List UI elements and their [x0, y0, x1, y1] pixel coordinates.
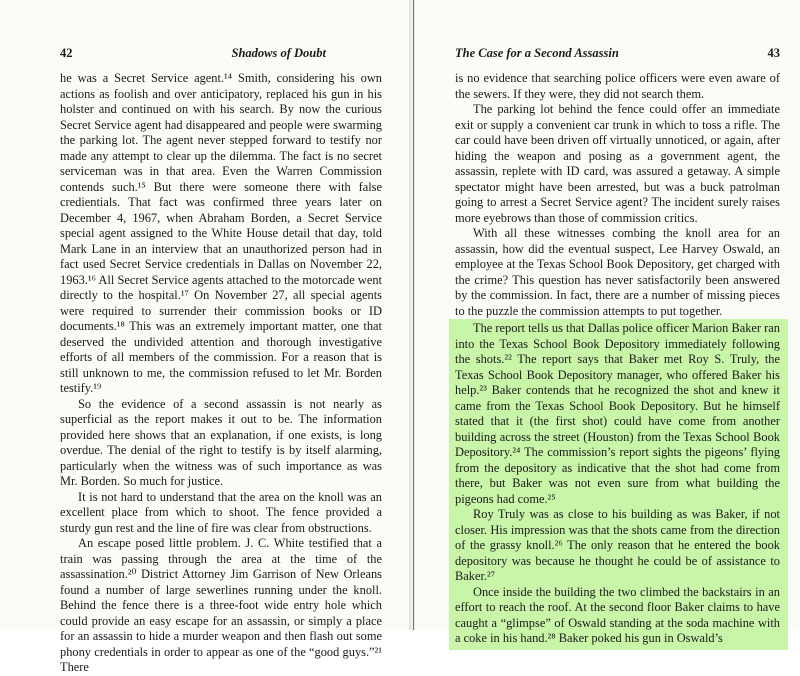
right-page — [455, 46, 780, 650]
right-paragraph-2: The parking lot behind the fence could offer an immediate exit or supply a convenient car trunk in which to toss a rifle. The car could have been driven off virtually unnoticed, or again, after hiding the weapon and posing as a government agent, the assassin, replete with ID card, was assured a getaway. A simple spectator might have been arrested, but was a buck patrolman going to arrest a Secret Service agent? The incident surely raises more eyebrows than those of commission critics. — [455, 102, 780, 225]
left-paragraph-3: It is not hard to understand that the area on the knoll was an excellent place from which to shoot. The fence provided a sturdy gun rest and the line of fire was clear from obstructions. — [60, 489, 382, 535]
right-running-head — [455, 46, 780, 62]
left-page — [60, 46, 382, 676]
right-page-number: 43 — [767, 46, 780, 60]
right-running-title: The Case for a Second Assassin — [455, 46, 619, 60]
right-paragraph-3: With all these witnesses combing the knoll area for an assassin, how did the eventual suspect, Lee Harvey Oswald, an employee at the Texas School Book Depository, get charged with the crime? This question has never satisfactorily been answered by the commission. In fact, there are a number of missing pieces to the puzzle the commission attempts to put together. — [455, 226, 780, 318]
page-fold-line — [413, 0, 414, 630]
highlighted-paragraph-1: The report tells us that Dallas police officer Marion Baker ran into the Texas School Book Depository immediately following the shots.²² The report says that Baker met Roy S. Truly, the Texas School Book Depository manager, who offered Baker his help.²³ Baker contends that he recognized the shot and knew it came from the Texas School Book Depository. But he himself stated that it (the first shot) could have come from another building across the street (Houston) from the Texas School Book Depository.²⁴ The commission’s report sights the pigeons’ flying from the depository as indicative that the shot had come from there, but Baker was not even sure from what building the pigeons had come.²⁵ — [455, 321, 780, 506]
right-paragraph-1: is no evidence that searching police officers were even aware of the sewers. If they were, they did not search them. — [455, 71, 780, 101]
highlighted-paragraph-3: Once inside the building the two climbed the backstairs in an effort to reach the roof. At the second floor Baker claims to have caught a “glimpse” of Oswald standing at the soda machine with a coke in his hand.²⁸ Baker poked his gun in Oswald’s — [455, 584, 780, 645]
left-paragraph-4: An escape posed little problem. J. C. White testified that a train was passing through the area at the time of the assassination.²⁰ District Attorney Jim Garrison of New Orleans found a number of large sewerlines running under the knoll. Behind the fence there is a three-foot wide entry hole which could provide an easy escape for an assassin, or simply a place for an assassin to hide a murder weapon and then flash out some phony credentials in order to appear as one of the “good guys.”²¹ There — [60, 536, 382, 674]
left-running-head — [60, 46, 382, 62]
left-page-number: 42 — [60, 46, 73, 60]
left-paragraph-1: he was a Secret Service agent.¹⁴ Smith, considering his own actions as foolish and over anticipatory, replaced his gun in his holster and continued on with his search. By now the curious Secret Service agent had disappeared and people were swarming the parking lot. The agent never stepped forward to testify nor made any attempt to clear up the dilemma. The fact is no secret serviceman was in that area. Even the Warren Commission contends such.¹⁵ But there were someone there with false credientials. That fact was confirmed three years later on December 4, 1967, when Abraham Borden, a Secret Service special agent assigned to the White House detail that day, told Mark Lane in an interview that an unauthorized person had in fact used Secret Service credentials in Dallas on November 22, 1963.¹⁶ All Secret Service agents attached to the motorcade went directly to the hospital.¹⁷ On November 27, all special agents were required to surrender their commission books or ID documents.¹⁸ This was an extremely important matter, one that deserved the undivided attention and thorough investigative efforts of all members of the commission. For a reason that is still unknown to me, the commission refused to let Mr. Borden testify.¹⁹ — [60, 71, 382, 395]
highlighted-passage[interactable] — [449, 319, 788, 650]
left-running-title: Shadows of Doubt — [231, 46, 326, 60]
highlighted-paragraph-2: Roy Truly was as close to his building as was Baker, if not closer. His impression was that the shots came from the direction of the grassy knoll.²⁶ The only reason that he entered the book depository was because he thought he could be of assistance to Baker.²⁷ — [455, 507, 780, 583]
left-paragraph-2: So the evidence of a second assassin is not nearly as superficial as the report makes it out to be. The information provided here shows that an explanation, if one exists, is long overdue. The denial of the right to testify is by itself alarming, particularly when the witness was of such importance as was Mr. Borden. So much for justice. — [60, 396, 382, 488]
book-gutter — [409, 0, 415, 630]
